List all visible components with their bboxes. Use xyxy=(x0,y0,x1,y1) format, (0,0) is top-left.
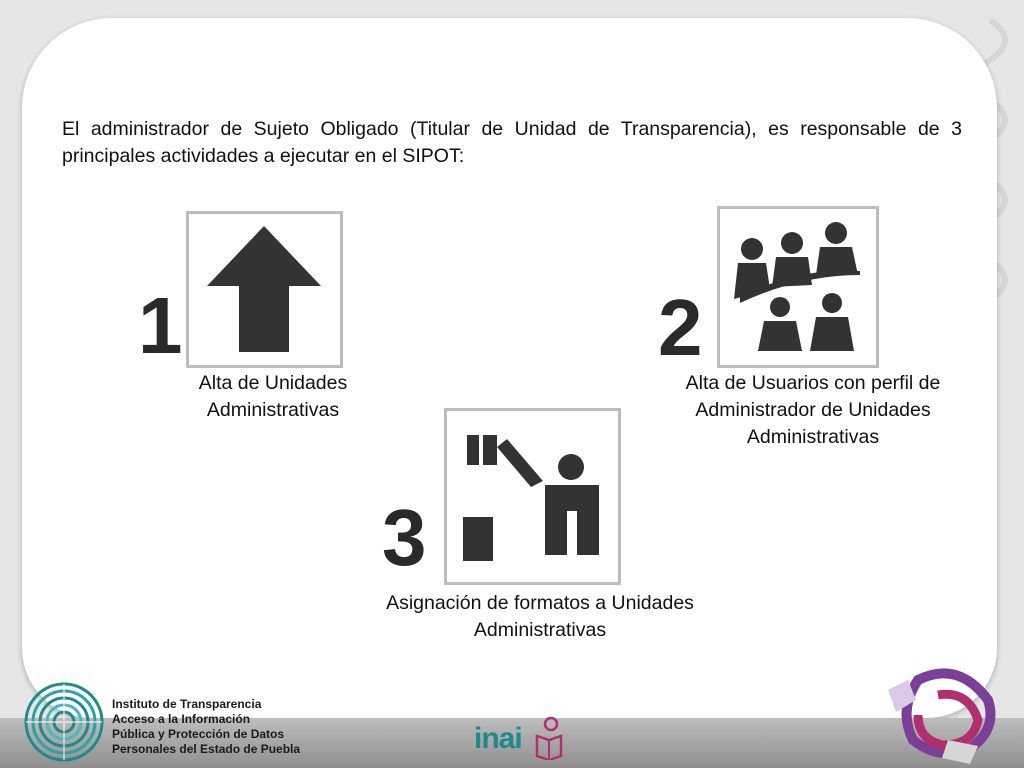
person-assigning-icon xyxy=(447,411,618,582)
step-2-number: 2 xyxy=(658,283,703,372)
institute-line-2: Acceso a la Información xyxy=(112,712,251,726)
step-2-caption-line-3: Administrativas xyxy=(746,426,880,448)
institute-line-4: Personales del Estado de Puebla xyxy=(112,742,301,756)
step-1-caption-line-1: Alta de Unidades xyxy=(198,372,348,394)
step-3-caption-line-1: Asignación de formatos a Unidades xyxy=(386,592,694,614)
step-1-caption-line-2: Administrativas xyxy=(206,399,340,421)
puebla-emblem-icon xyxy=(878,660,1008,768)
step-1-caption xyxy=(168,370,378,424)
institute-logo-icon xyxy=(22,680,106,764)
step-2-caption-line-2: Administrador de Unidades xyxy=(695,399,931,421)
step-3-number: 3 xyxy=(382,493,427,582)
step-2-picture xyxy=(717,206,879,368)
inai-logo-text: inai xyxy=(474,722,522,755)
step-3-picture xyxy=(444,408,621,585)
institute-name xyxy=(112,697,300,757)
step-2-caption xyxy=(648,370,978,451)
people-group-icon xyxy=(720,209,876,365)
institute-line-1: Instituto de Transparencia xyxy=(112,697,262,711)
inai-book-icon xyxy=(534,716,564,760)
step-1-picture xyxy=(186,211,343,368)
step-1-number: 1 xyxy=(138,281,183,370)
arrow-up-icon xyxy=(189,214,340,365)
step-2-caption-line-1: Alta de Usuarios con perfil de xyxy=(685,372,941,394)
institute-line-3: Pública y Protección de Datos xyxy=(112,727,285,741)
step-3-caption-line-2: Administrativas xyxy=(473,619,607,641)
intro-paragraph: El administrador de Sujeto Obligado (Titular de Unidad de Transparencia), es responsable de 3 principales actividades a ejecutar en el SIPOT: xyxy=(62,118,962,167)
step-3-caption xyxy=(350,590,730,644)
